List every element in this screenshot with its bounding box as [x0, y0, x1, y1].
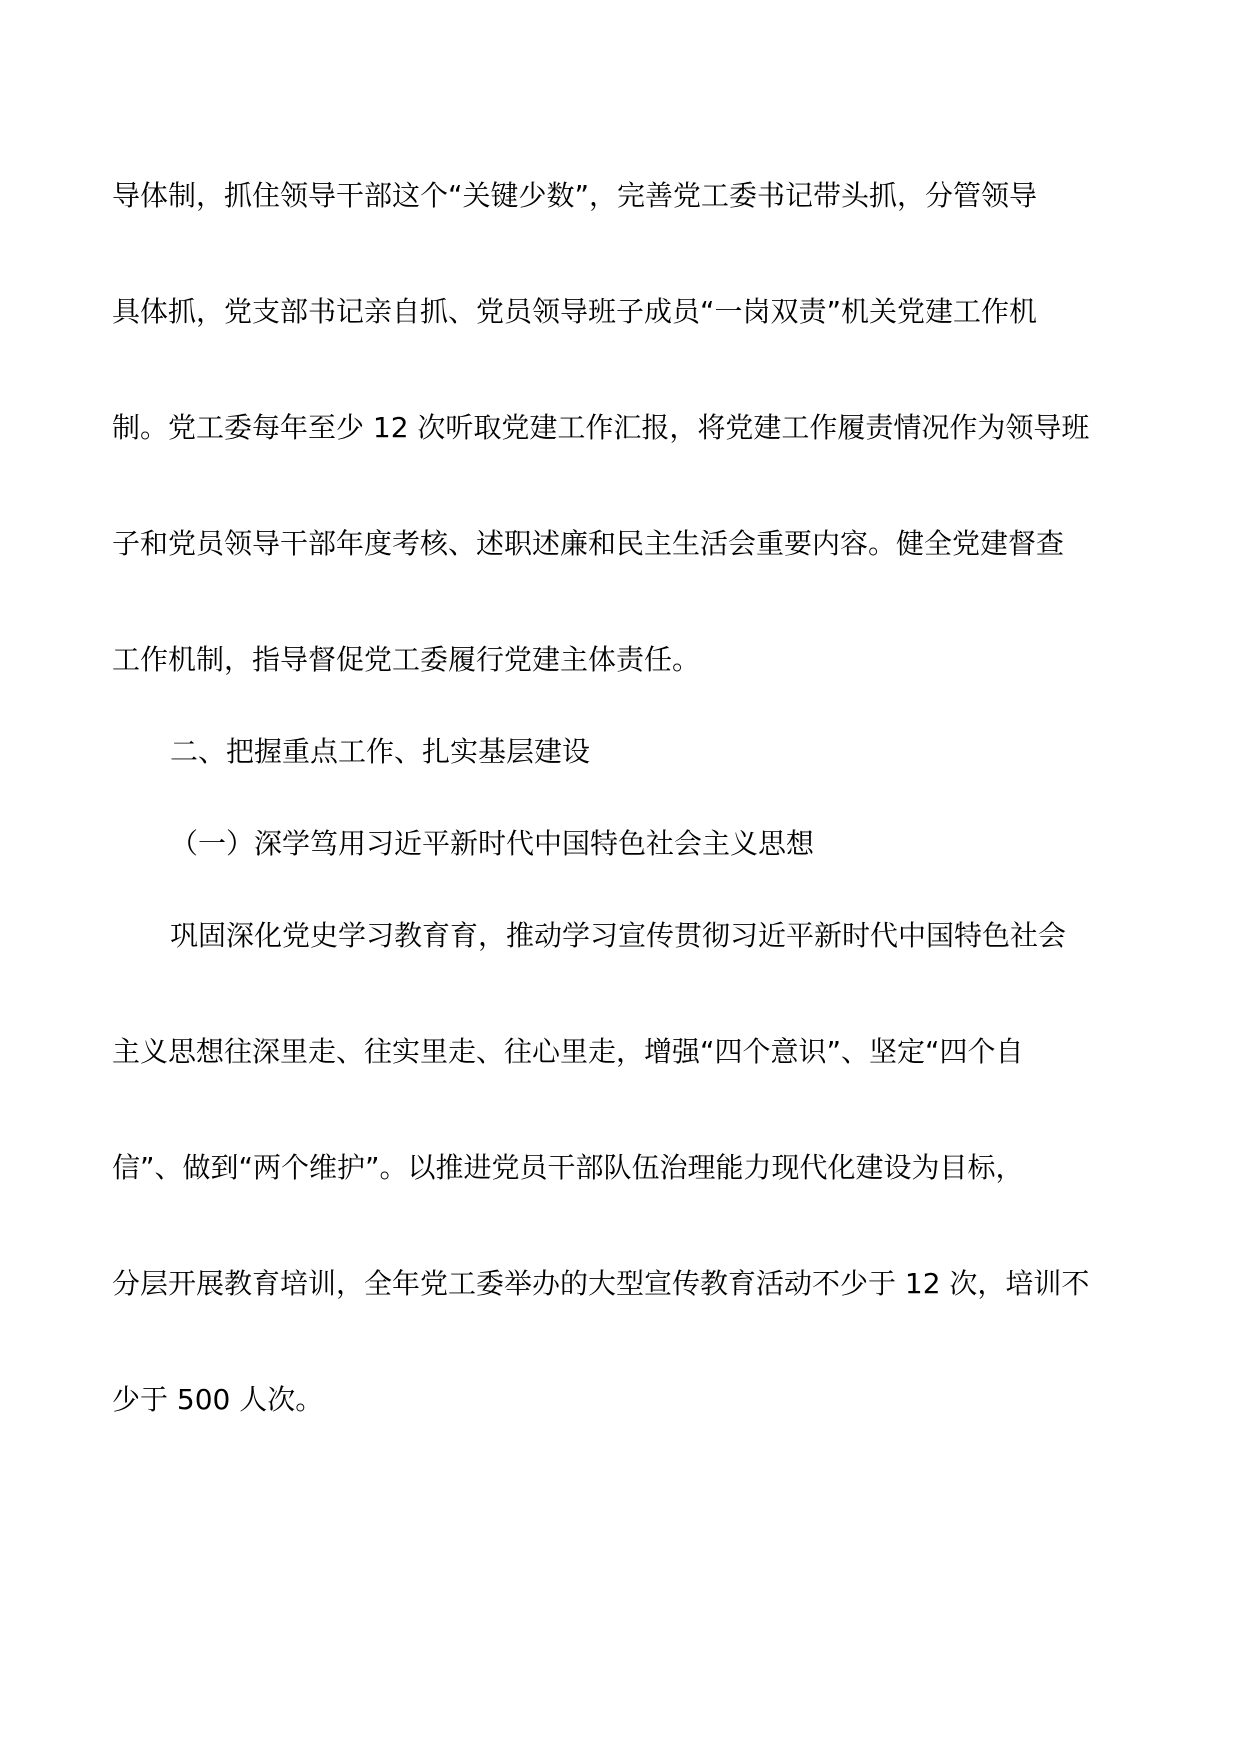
subsection-heading: （一）深学笃用习近平新时代中国特色社会主义思想	[170, 827, 815, 860]
paragraph-line: 子和党员领导干部年度考核、述职述廉和民主生活会重要内容。健全党建督查	[112, 527, 1065, 560]
paragraph-line: 工作机制，指导督促党工委履行党建主体责任。	[112, 643, 701, 676]
section-heading: 二、把握重点工作、扎实基层建设	[170, 735, 591, 768]
paragraph-line: 制。党工委每年至少 12 次听取党建工作汇报，将党建工作履责情况作为领导班	[112, 411, 1090, 444]
paragraph-line: 信”、做到“两个维护”。以推进党员干部队伍治理能力现代化建设为目标，	[112, 1151, 1024, 1184]
paragraph-line: 分层开展教育培训，全年党工委举办的大型宣传教育活动不少于 12 次，培训不	[112, 1267, 1090, 1300]
paragraph-line: 少于 500 人次。	[112, 1383, 324, 1416]
paragraph-line: 导体制，抓住领导干部这个“关键少数”，完善党工委书记带头抓，分管领导	[112, 179, 1038, 212]
paragraph-line: 巩固深化党史学习教育育，推动学习宣传贯彻习近平新时代中国特色社会	[170, 919, 1067, 952]
paragraph-line: 具体抓，党支部书记亲自抓、党员领导班子成员“一岗双责”机关党建工作机	[112, 295, 1038, 328]
paragraph-line: 主义思想往深里走、往实里走、往心里走，增强“四个意识”、坚定“四个自	[112, 1035, 1024, 1068]
